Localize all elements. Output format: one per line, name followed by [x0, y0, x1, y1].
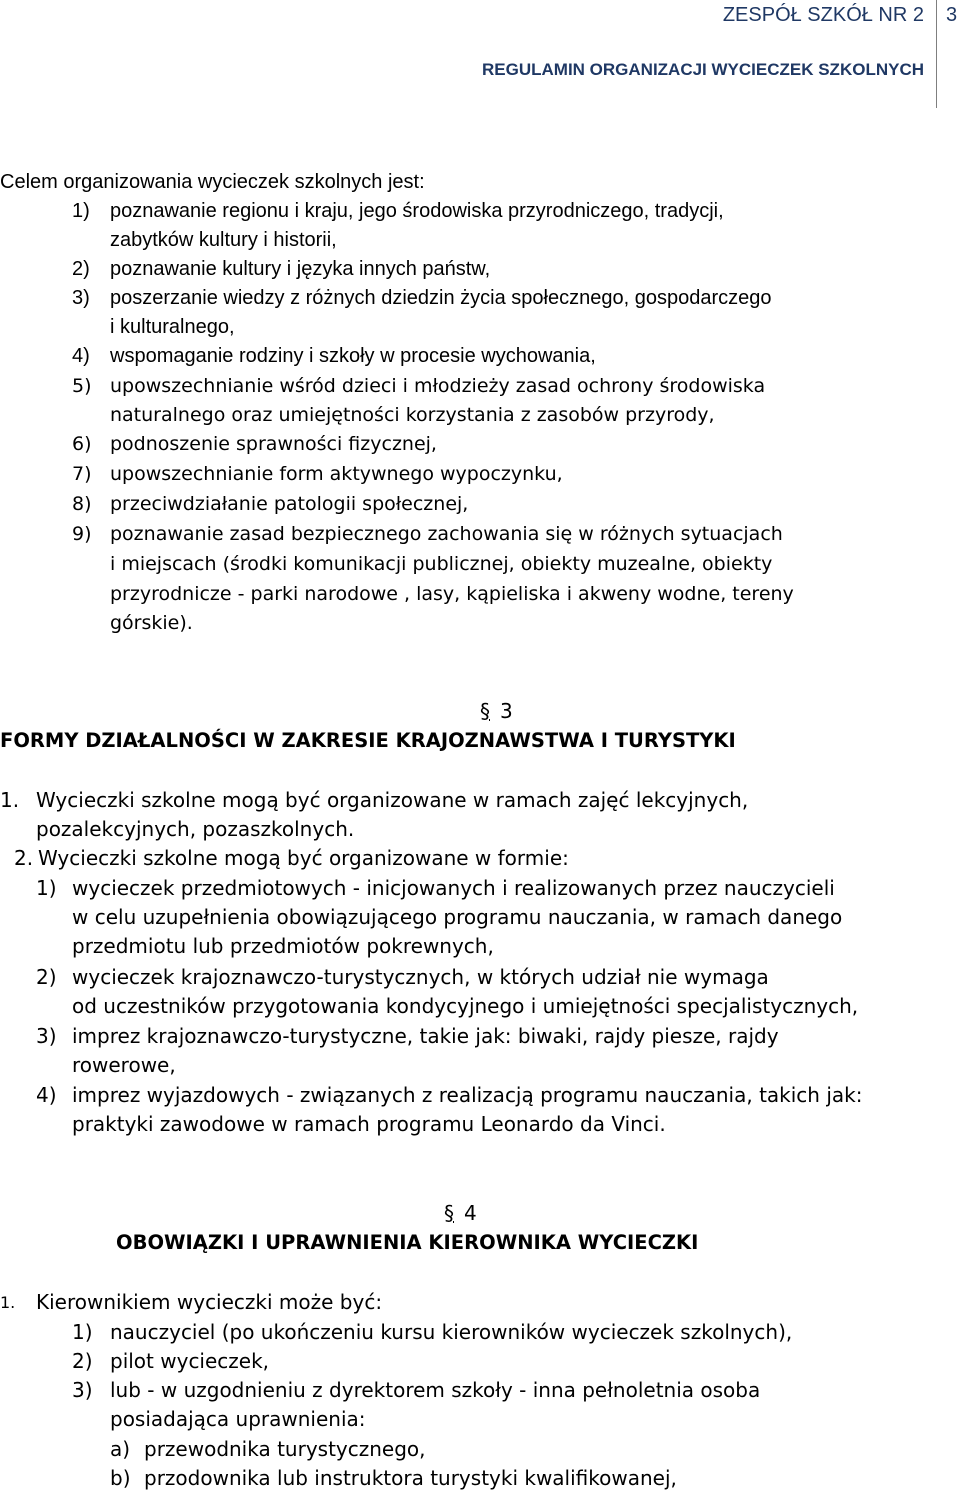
intro-item-9-line-3: przyrodnicze - parki narodowe , lasy, kąpieliska i akweny wodne, tereny — [110, 583, 794, 605]
section-4-item-3-line-2: posiadająca uprawnienia: — [110, 1407, 366, 1431]
intro-item-1-line-1: poznawanie regionu i kraju, jego środowiska przyrodniczego, tradycji, — [110, 200, 724, 222]
section-3-item-num: 2) — [36, 965, 57, 989]
section-3-p2-num: 2. — [14, 846, 34, 870]
intro-item-num: 8) — [72, 493, 92, 515]
section-4-item-3-line-1: lub - w uzgodnieniu z dyrektorem szkoły - inna pełnoletnia osoba — [110, 1378, 761, 1402]
section-3-item-3-line-1: imprez krajoznawczo-turystyczne, takie jak: biwaki, rajdy piesze, rajdy — [72, 1024, 779, 1048]
header-document-title: REGULAMIN ORGANIZACJI WYCIECZEK SZKOLNYCH — [482, 60, 924, 79]
section-3-item-3-line-2: rowerowe, — [72, 1053, 176, 1077]
intro-item-num: 6) — [72, 433, 92, 455]
section-3-item-1-line-3: przedmiotu lub przedmiotów pokrewnych, — [72, 934, 494, 958]
section-4-title: OBOWIĄZKI I UPRAWNIENIA KIEROWNIKA WYCIECZKI — [116, 1231, 699, 1254]
intro-item-num: 2) — [72, 258, 90, 280]
section-4-p1-num: 1. — [0, 1293, 16, 1312]
section-3-p1-line-2: pozalekcyjnych, pozaszkolnych. — [36, 817, 355, 841]
intro-item-5-line-1: upowszechnianie wśród dzieci i młodzieży zasad ochrony środowiska — [110, 375, 766, 397]
section-4-subitem-a: przewodnika turystycznego, — [144, 1437, 426, 1461]
section-4-item-num: 2) — [72, 1349, 93, 1373]
intro-item-1-line-2: zabytków kultury i historii, — [110, 229, 337, 251]
section-symbol: § — [444, 1201, 454, 1225]
section-4-item-num: 1) — [72, 1320, 93, 1344]
section-symbol: § — [480, 699, 490, 723]
section-3-p2-text: Wycieczki szkolne mogą być organizowane w formie: — [38, 846, 569, 870]
section-4-item-num: 3) — [72, 1378, 93, 1402]
section-3-p1-num: 1. — [0, 788, 20, 812]
intro-item-9-line-1: poznawanie zasad bezpiecznego zachowania się w różnych sytuacjach — [110, 523, 783, 545]
section-3-item-num: 1) — [36, 876, 57, 900]
intro-item-6: podnoszenie sprawności fizycznej, — [110, 433, 437, 455]
section-4-subitem-num: a) — [110, 1437, 131, 1461]
section-4-mark: 4 — [464, 1201, 477, 1225]
section-4-subitem-num: b) — [110, 1466, 131, 1490]
section-3-item-1-line-2: w celu uzupełnienia obowiązującego programu nauczania, w ramach danego — [72, 905, 843, 929]
intro-item-num: 5) — [72, 375, 92, 397]
intro-item-3-line-1: poszerzanie wiedzy z różnych dziedzin życia społecznego, gospodarczego — [110, 287, 772, 309]
section-3-item-2-line-1: wycieczek krajoznawczo-turystycznych, w których udział nie wymaga — [72, 965, 769, 989]
section-4-p1-text: Kierownikiem wycieczki może być: — [36, 1290, 383, 1314]
intro-item-3-line-2: i kulturalnego, — [110, 316, 235, 338]
section-4-subitem-b: przodownika lub instruktora turystyki kwalifikowanej, — [144, 1466, 677, 1490]
header-school-name: ZESPÓŁ SZKÓŁ NR 2 — [722, 4, 924, 26]
section-3-p1-line-1: Wycieczki szkolne mogą być organizowane w ramach zajęć lekcyjnych, — [36, 788, 749, 812]
intro-item-num: 7) — [72, 463, 92, 485]
section-3-item-num: 3) — [36, 1024, 57, 1048]
page-number: 3 — [946, 4, 958, 26]
section-3-item-2-line-2: od uczestników przygotowania kondycyjnego i umiejętności specjalistycznych, — [72, 994, 859, 1018]
section-3-title: FORMY DZIAŁALNOŚCI W ZAKRESIE KRAJOZNAWSTWA I TURYSTYKI — [0, 729, 736, 752]
intro-item-5-line-2: naturalnego oraz umiejętności korzystania z zasobów przyrody, — [110, 404, 715, 426]
intro-item-num: 1) — [72, 200, 90, 222]
section-4-item-2: pilot wycieczek, — [110, 1349, 270, 1373]
section-3-item-4-line-2: praktyki zawodowe w ramach programu Leonardo da Vinci. — [72, 1112, 666, 1136]
intro-item-num: 9) — [72, 523, 92, 545]
section-3-item-1-line-1: wycieczek przedmiotowych - inicjowanych i realizowanych przez nauczycieli — [72, 876, 835, 900]
intro-item-num: 3) — [72, 287, 90, 309]
intro-item-2: poznawanie kultury i języka innych państw, — [110, 258, 491, 280]
intro-item-7: upowszechnianie form aktywnego wypoczynku, — [110, 463, 563, 485]
intro-item-9-line-2: i miejscach (środki komunikacji publicznej, obiekty muzealne, obiekty — [110, 553, 773, 575]
intro-item-9-line-4: górskie). — [110, 612, 193, 634]
intro-lead: Celem organizowania wycieczek szkolnych jest: — [0, 171, 425, 193]
section-3-item-num: 4) — [36, 1083, 57, 1107]
section-3-item-4-line-1: imprez wyjazdowych - związanych z realizacją programu nauczania, takich jak: — [72, 1083, 863, 1107]
intro-item-4: wspomaganie rodziny i szkoły w procesie wychowania, — [110, 345, 596, 367]
intro-item-num: 4) — [72, 345, 90, 367]
section-4-item-1: nauczyciel (po ukończeniu kursu kierowników wycieczek szkolnych), — [110, 1320, 793, 1344]
intro-item-8: przeciwdziałanie patologii społecznej, — [110, 493, 469, 515]
section-3-mark: 3 — [500, 699, 513, 723]
header-divider — [936, 0, 937, 108]
